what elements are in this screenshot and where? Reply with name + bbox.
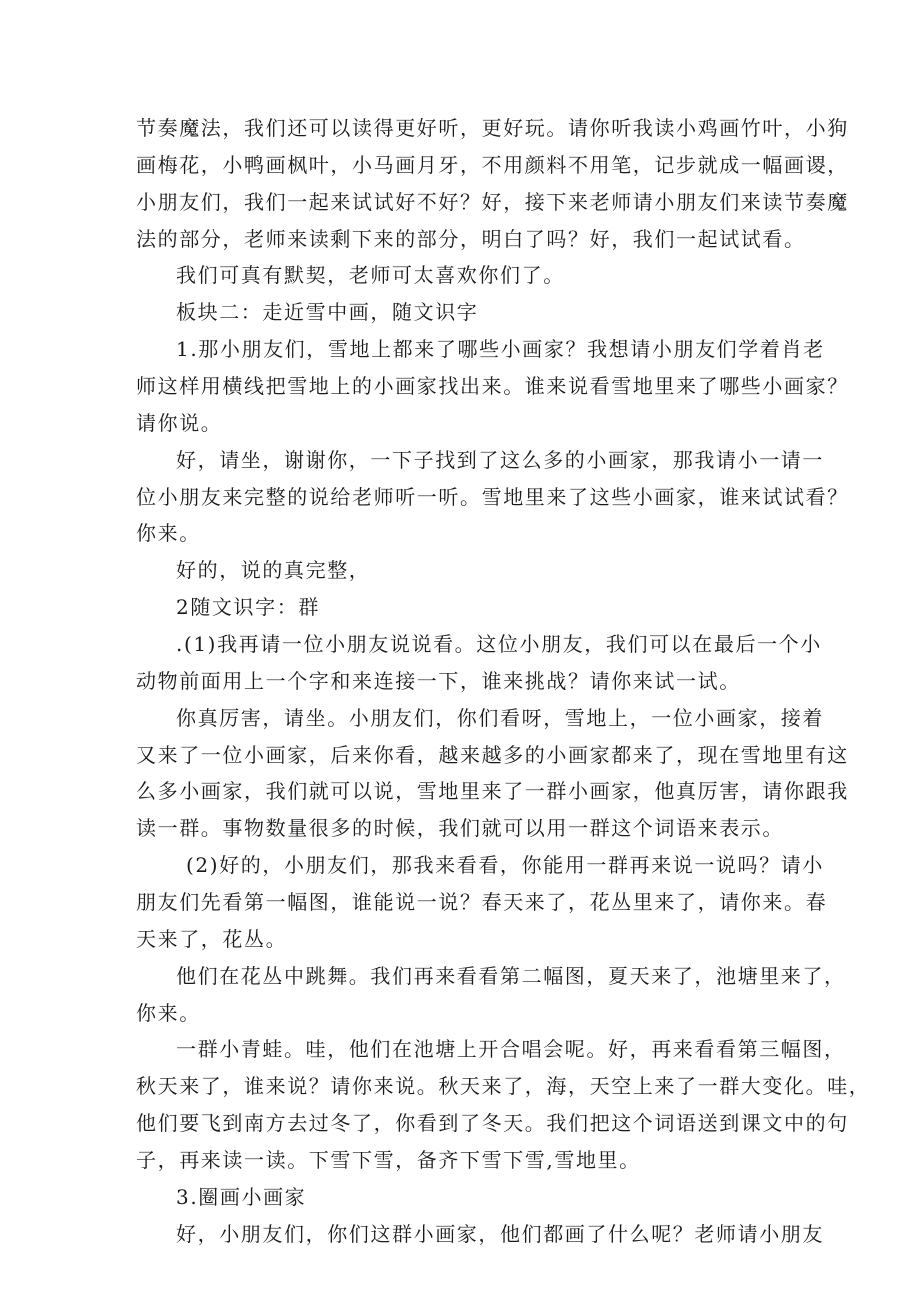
text-line: 一群小青蛙。哇，他们在池塘上开合唱会呢。好，再来看看第三幅图， xyxy=(176,1037,846,1061)
text-line: 他们在花丛中跳舞。我们再来看看第二幅图，夏天来了，池塘里来了， xyxy=(176,964,846,988)
text-line: 读一群。事物数量很多的时候，我们就可以用一群这个词语来表示。 xyxy=(136,816,784,840)
text-line: 小朋友们，我们一起来试试好不好？好，接下来老师请小朋友们来读节奏魔 xyxy=(136,190,849,214)
section-heading: 板块二：走近雪中画，随文识字 xyxy=(176,300,479,324)
text-line: 好，小朋友们，你们这群小画家，他们都画了什么呢？老师请小朋友 xyxy=(176,1222,824,1246)
text-line: 动物前面用上一个字和来连接一下，谁来挑战？请你来试一试。 xyxy=(136,669,741,693)
text-line: (2)好的，小朋友们，那我来看看，你能用一群再来说一说吗？请小 xyxy=(186,853,824,877)
text-line: 节奏魔法，我们还可以读得更好听，更好玩。请你听我读小鸡画竹叶，小狗 xyxy=(136,116,849,140)
text-line: 朋友们先看第一幅图，谁能说一说？春天来了，花丛里来了，请你来。春 xyxy=(136,890,828,914)
text-line: 1.那小朋友们，雪地上都来了哪些小画家？我想请小朋友们学着肖老 xyxy=(176,337,825,361)
text-line: 子，再来读一读。下雪下雪，备齐下雪下雪,雪地里。 xyxy=(136,1148,641,1172)
text-line: 你来。 xyxy=(136,1001,201,1025)
text-line: 又来了一位小画家，后来你看，越来越多的小画家都来了，现在雪地里有这 xyxy=(136,743,849,767)
text-line: 天来了，花丛。 xyxy=(136,927,288,951)
text-line: 你来。 xyxy=(136,521,201,545)
text-line: 他们要飞到南方去过冬了，你看到了冬天。我们把这个词语送到课文中的句 xyxy=(136,1111,849,1135)
text-line: 位小朋友来完整的说给老师听一听。雪地里来了这些小画家，谁来试试看？ xyxy=(136,485,849,509)
text-line: 画梅花，小鸭画枫叶，小马画月牙，不用颜料不用笔，记步就成一幅画谡， xyxy=(136,153,849,177)
text-line: 法的部分，老师来读剩下来的部分，明白了吗？好，我们一起试试看。 xyxy=(136,227,806,251)
text-line: 请你说。 xyxy=(136,411,223,435)
section-heading: 3.圈画小画家 xyxy=(176,1185,307,1209)
text-line: 好，请坐，谢谢你，一下子找到了这么多的小画家，那我请小一请一 xyxy=(176,448,824,472)
text-line: 师这样用横线把雪地上的小画家找出来。谁来说看雪地里来了哪些小画家？ xyxy=(136,374,849,398)
text-line: 秋天来了，谁来说？请你来说。秋天来了，海，天空上来了一群大变化。哇， xyxy=(136,1074,871,1098)
text-line: 我们可真有默契，老师可太喜欢你们了。 xyxy=(176,263,565,287)
text-line: 好的，说的真完整， xyxy=(176,558,371,582)
text-line: 你真厉害，请坐。小朋友们，你们看呀，雪地上，一位小画家，接着 xyxy=(176,706,824,730)
text-line: .(1)我再请一位小朋友说说看。这位小朋友，我们可以在最后一个小 xyxy=(176,632,822,656)
section-heading: 2随文识字：群 xyxy=(176,595,320,619)
text-line: 么多小画家，我们就可以说，雪地里来了一群小画家，他真厉害，请你跟我 xyxy=(136,779,849,803)
